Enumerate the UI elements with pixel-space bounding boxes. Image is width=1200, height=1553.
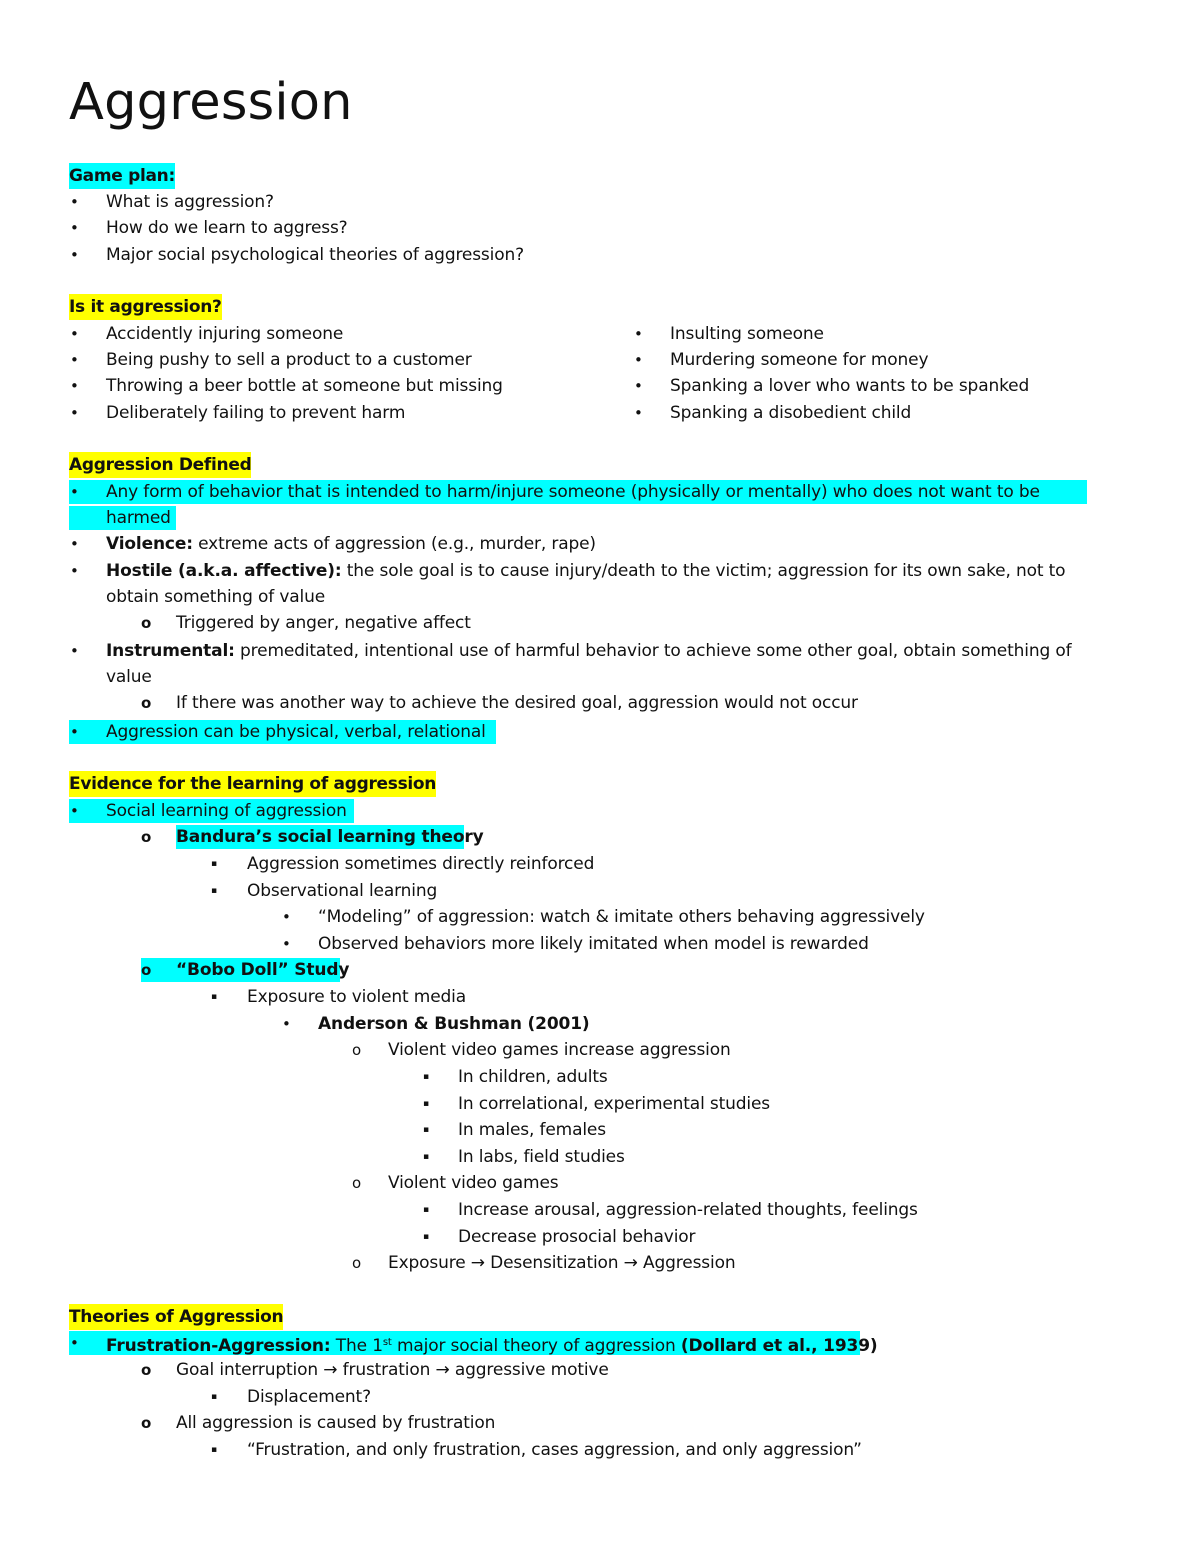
list-item-text: If there was another way to achieve the desired goal, aggression would not occur bbox=[176, 693, 858, 713]
list-item-text: All aggression is caused by frustration bbox=[176, 1413, 496, 1433]
list-item-text: How do we learn to aggress? bbox=[106, 218, 348, 238]
term-text: major social theory of aggression bbox=[391, 1336, 681, 1356]
list-item-continuation bbox=[0, 505, 1200, 531]
list-item bbox=[0, 610, 1200, 636]
list-item-text: Violent video games bbox=[388, 1173, 559, 1193]
list-item-text: Insulting someone bbox=[670, 324, 824, 344]
square-marker: ▪ bbox=[423, 1232, 430, 1242]
square-marker: ▪ bbox=[211, 859, 218, 869]
circle-marker: o bbox=[141, 1414, 152, 1432]
list-item-text: Bandura’s social learning theory bbox=[176, 827, 484, 847]
theories-heading: Theories of Aggression bbox=[69, 1304, 283, 1330]
list-item bbox=[0, 1064, 1200, 1090]
arrow-icon: → bbox=[623, 1253, 638, 1273]
list-item bbox=[0, 189, 1200, 215]
square-marker: ▪ bbox=[211, 1445, 218, 1455]
list-item bbox=[0, 400, 1200, 426]
is-it-aggression-heading: Is it aggression? bbox=[69, 294, 222, 320]
list-item bbox=[0, 1357, 1200, 1383]
square-marker: ▪ bbox=[423, 1072, 430, 1082]
list-item bbox=[0, 984, 1200, 1010]
square-marker: ▪ bbox=[423, 1152, 430, 1162]
list-item-text: Displacement? bbox=[247, 1387, 371, 1407]
chain-step: Goal interruption bbox=[176, 1360, 318, 1380]
term-label: Frustration-Aggression: bbox=[106, 1336, 331, 1356]
arrow-icon: → bbox=[323, 1360, 338, 1380]
list-item bbox=[0, 798, 1200, 824]
square-marker: ▪ bbox=[423, 1205, 430, 1215]
definition-text: harmed bbox=[106, 508, 171, 528]
list-item bbox=[0, 1091, 1200, 1117]
circle-marker: o bbox=[141, 694, 152, 712]
term-text: the sole goal is to cause injury/death to the victim; aggression for its own sake, not to bbox=[341, 561, 1066, 581]
list-item-continuation bbox=[0, 664, 1200, 690]
list-item-text: What is aggression? bbox=[106, 192, 274, 212]
list-item-text: Decrease prosocial behavior bbox=[458, 1227, 696, 1247]
list-item bbox=[0, 638, 1200, 664]
bullet-marker: • bbox=[634, 351, 643, 369]
bullet-marker: • bbox=[70, 802, 79, 820]
bullet-marker: • bbox=[70, 377, 79, 395]
list-item-text: Major social psychological theories of aggression? bbox=[106, 245, 524, 265]
bullet-marker: • bbox=[634, 377, 643, 395]
definition-text: Any form of behavior that is intended to harm/injure someone (physically or mentally) who does not want to be bbox=[106, 482, 1040, 502]
list-item bbox=[0, 1410, 1200, 1436]
citation: (Dollard et al., 1939) bbox=[680, 1336, 878, 1356]
bullet-marker: • bbox=[634, 404, 643, 422]
list-item-text: Observed behaviors more likely imitated when model is rewarded bbox=[318, 934, 869, 954]
term-label: Hostile (a.k.a. affective): bbox=[106, 561, 342, 581]
bullet-marker: • bbox=[70, 219, 79, 237]
list-item-text: Violent video games increase aggression bbox=[388, 1040, 731, 1060]
list-item-continuation bbox=[0, 584, 1200, 610]
list-item-text: Spanking a disobedient child bbox=[670, 403, 912, 423]
list-item-text: In labs, field studies bbox=[458, 1147, 625, 1167]
list-item bbox=[0, 1224, 1200, 1250]
list-item bbox=[0, 878, 1200, 904]
list-item-text: Triggered by anger, negative affect bbox=[176, 613, 471, 633]
term-text: value bbox=[106, 667, 152, 687]
list-item-text: Exposure to violent media bbox=[247, 987, 466, 1007]
list-item-text: Social learning of aggression bbox=[106, 801, 347, 821]
list-item-text: Being pushy to sell a product to a customer bbox=[106, 350, 472, 370]
list-item bbox=[0, 851, 1200, 877]
bullet-marker: • bbox=[70, 351, 79, 369]
square-marker: ▪ bbox=[211, 992, 218, 1002]
list-item-text: “Modeling” of aggression: watch & imitate others behaving aggressively bbox=[318, 907, 925, 927]
list-item bbox=[0, 1437, 1200, 1463]
term-label: Violence: bbox=[106, 534, 193, 554]
bullet-marker: • bbox=[282, 935, 291, 953]
list-item-text: Aggression sometimes directly reinforced bbox=[247, 854, 595, 874]
circle-marker: o bbox=[141, 614, 152, 632]
list-item bbox=[0, 957, 1200, 983]
chain-step: frustration bbox=[342, 1360, 431, 1380]
list-item-text: In males, females bbox=[458, 1120, 606, 1140]
list-item bbox=[0, 242, 1200, 268]
list-item bbox=[0, 1170, 1200, 1196]
list-item bbox=[0, 1037, 1200, 1063]
list-item-text: In children, adults bbox=[458, 1067, 608, 1087]
list-item-text: Murdering someone for money bbox=[670, 350, 929, 370]
circle-marker: o bbox=[352, 1254, 362, 1272]
list-item-text: Aggression can be physical, verbal, relational bbox=[106, 722, 486, 742]
list-item bbox=[0, 1117, 1200, 1143]
list-item-text: “Bobo Doll” Study bbox=[176, 960, 350, 980]
evidence-heading: Evidence for the learning of aggression bbox=[69, 771, 436, 797]
list-item-text: Observational learning bbox=[247, 881, 438, 901]
list-item-text: Throwing a beer bottle at someone but missing bbox=[106, 376, 503, 396]
bullet-marker: • bbox=[70, 562, 79, 580]
circle-marker: o bbox=[141, 961, 152, 979]
bullet-marker: • bbox=[70, 535, 79, 553]
list-item bbox=[0, 1384, 1200, 1410]
list-item bbox=[0, 1250, 1200, 1276]
square-marker: ▪ bbox=[211, 886, 218, 896]
list-item-text: Anderson & Bushman (2001) bbox=[318, 1014, 590, 1034]
bullet-marker: • bbox=[70, 193, 79, 211]
bullet-marker: • bbox=[70, 325, 79, 343]
list-item bbox=[0, 690, 1200, 716]
term-text: premeditated, intentional use of harmful behavior to achieve some other goal, obtain something of bbox=[234, 641, 1072, 661]
arrow-icon: → bbox=[470, 1253, 485, 1273]
superscript: st bbox=[382, 1337, 392, 1348]
chain-step: aggressive motive bbox=[454, 1360, 609, 1380]
list-item bbox=[0, 1197, 1200, 1223]
list-item bbox=[0, 321, 1200, 347]
list-item-text: In correlational, experimental studies bbox=[458, 1094, 770, 1114]
chain-step: Desensitization bbox=[490, 1253, 619, 1273]
bullet-marker: • bbox=[70, 483, 79, 501]
term-text: obtain something of value bbox=[106, 587, 326, 607]
list-item bbox=[0, 531, 1200, 557]
list-item bbox=[0, 824, 1200, 850]
bullet-marker: • bbox=[282, 1015, 291, 1033]
aggression-defined-heading: Aggression Defined bbox=[69, 452, 251, 478]
list-item bbox=[0, 373, 1200, 399]
page-title: Aggression bbox=[69, 73, 353, 132]
square-marker: ▪ bbox=[211, 1392, 218, 1402]
circle-marker: o bbox=[141, 1361, 152, 1379]
list-item bbox=[0, 215, 1200, 241]
list-item bbox=[0, 1011, 1200, 1037]
circle-marker: o bbox=[141, 828, 152, 846]
list-item bbox=[0, 479, 1200, 505]
term-label: Instrumental: bbox=[106, 641, 235, 661]
chain-step: Exposure bbox=[388, 1253, 466, 1273]
square-marker: ▪ bbox=[423, 1099, 430, 1109]
bullet-marker: • bbox=[70, 723, 79, 741]
term-text: The 1 bbox=[330, 1336, 383, 1356]
list-item bbox=[0, 347, 1200, 373]
list-item-text: Increase arousal, aggression-related thoughts, feelings bbox=[458, 1200, 918, 1220]
list-item bbox=[0, 931, 1200, 957]
list-item bbox=[0, 1144, 1200, 1170]
list-item bbox=[0, 904, 1200, 930]
arrow-icon: → bbox=[435, 1360, 450, 1380]
bullet-marker: • bbox=[70, 1334, 79, 1352]
term-text: extreme acts of aggression (e.g., murder, rape) bbox=[192, 534, 596, 554]
chain-step: Aggression bbox=[643, 1253, 736, 1273]
bullet-marker: • bbox=[70, 642, 79, 660]
list-item bbox=[0, 719, 1200, 745]
bullet-marker: • bbox=[634, 325, 643, 343]
list-item-text: Deliberately failing to prevent harm bbox=[106, 403, 406, 423]
circle-marker: o bbox=[352, 1174, 362, 1192]
bullet-marker: • bbox=[70, 246, 79, 264]
list-item-text: Spanking a lover who wants to be spanked bbox=[670, 376, 1030, 396]
list-item-text: Accidently injuring someone bbox=[106, 324, 344, 344]
circle-marker: o bbox=[352, 1041, 362, 1059]
list-item-text: “Frustration, and only frustration, cases aggression, and only aggression” bbox=[247, 1440, 862, 1460]
game-plan-heading: Game plan: bbox=[69, 163, 175, 189]
list-item bbox=[0, 1330, 1200, 1356]
bullet-marker: • bbox=[282, 908, 291, 926]
square-marker: ▪ bbox=[423, 1125, 430, 1135]
bullet-marker: • bbox=[70, 404, 79, 422]
list-item bbox=[0, 558, 1200, 584]
